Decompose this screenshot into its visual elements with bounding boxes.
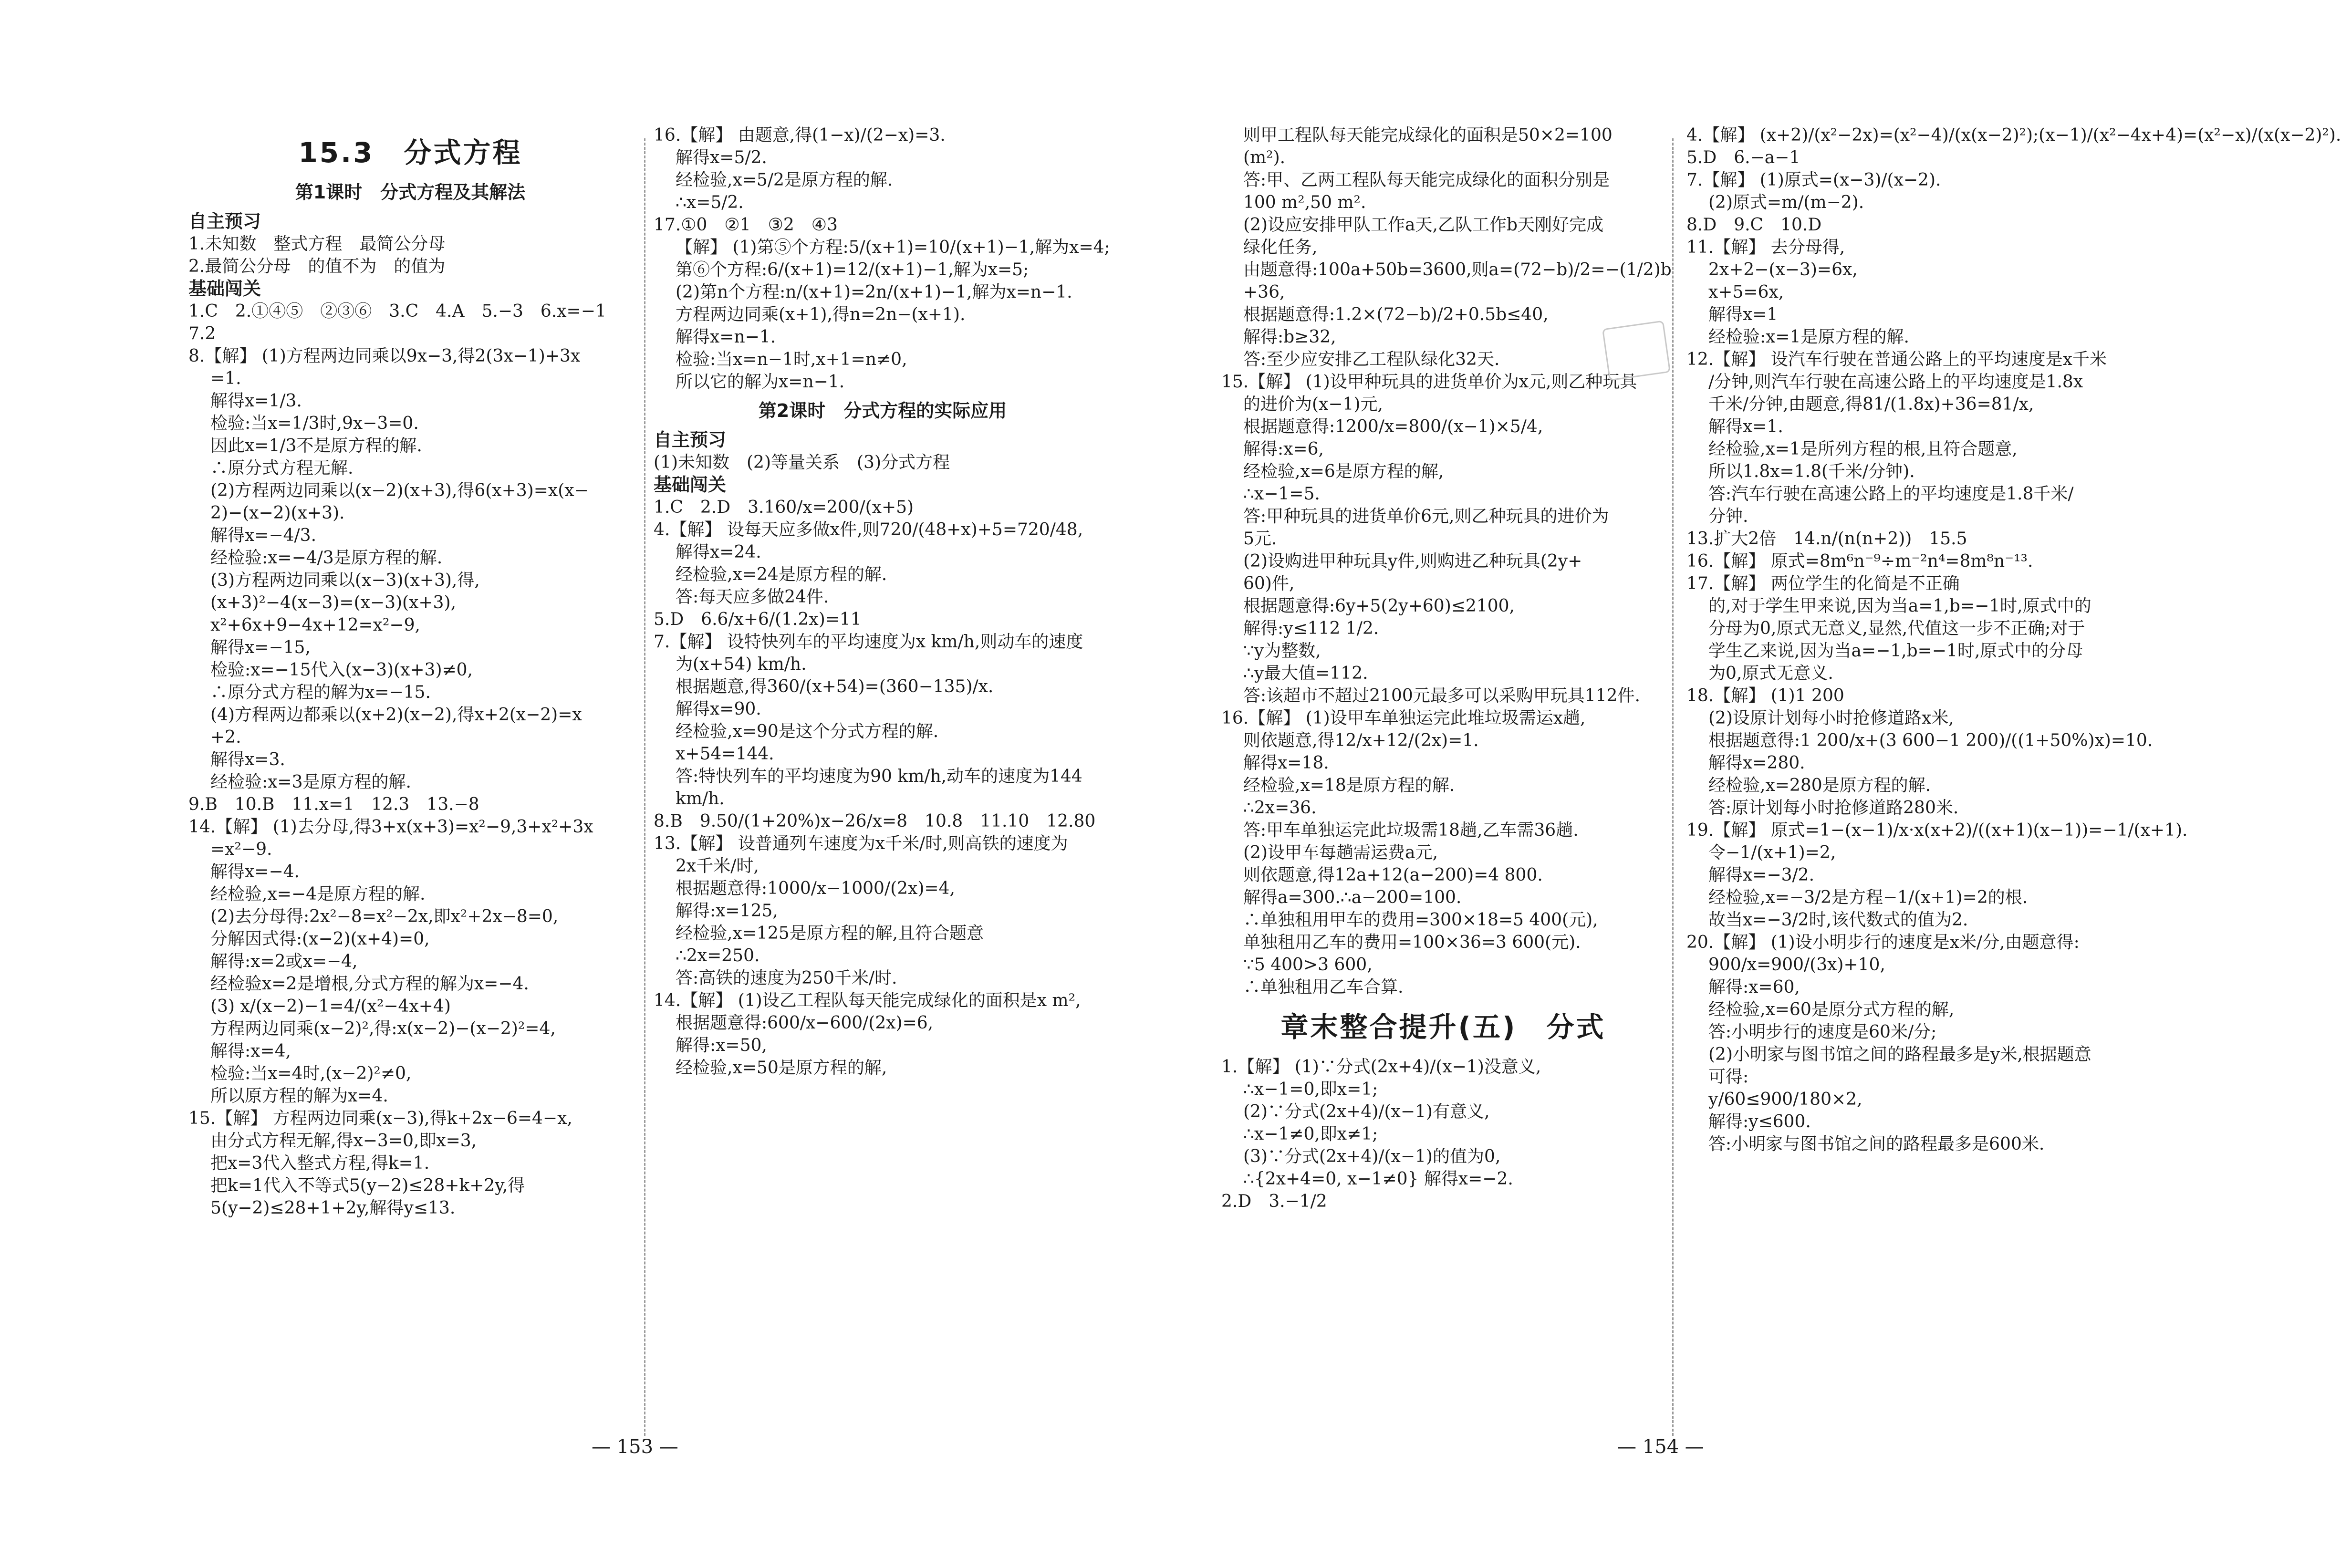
answer-line: 5.D 6.−a−1: [1686, 148, 1800, 167]
answer-line: 解得x=5/2.: [676, 148, 767, 167]
answer-line: 解得x=90.: [676, 699, 761, 719]
answer-line: 经检验,x=18是原方程的解.: [1243, 776, 1455, 795]
answer-line: 根据题意得:1200/x=800/(x−1)×5/4,: [1243, 417, 1543, 436]
answer-line: 答:甲、乙两工程队每天能完成绿化的面积分别是: [1243, 170, 1610, 190]
answer-line: 答:甲种玩具的进货单价6元,则乙种玩具的进价为: [1243, 507, 1609, 526]
answer-line: (2)小明家与图书馆之间的路程最多是y米,根据题意: [1708, 1045, 2091, 1064]
answer-line: 16.【解】 由题意,得(1−x)/(2−x)=3.: [654, 125, 946, 145]
answer-line: 经检验,x=5/2是原方程的解.: [676, 170, 893, 190]
answer-line: 17.【解】 两位学生的化简是不正确: [1686, 574, 1960, 593]
answer-line: 解得x=−4.: [210, 862, 300, 882]
answer-line: 1.未知数 整式方程 最简公分母: [188, 234, 446, 254]
answer-line: ∴2x=250.: [676, 946, 760, 966]
section-title: 第2课时 分式方程的实际应用: [758, 400, 1007, 421]
answer-line: 8.【解】 (1)方程两边同乘以9x−3,得2(3x−1)+3x: [188, 346, 581, 366]
answer-line: 4.【解】 设每天应多做x件,则720/(48+x)+5=720/48,: [654, 520, 1083, 540]
answer-line: 答:汽车行驶在高速公路上的平均速度是1.8千米/: [1708, 484, 2074, 504]
answer-line: (m²).: [1243, 148, 1286, 167]
answer-line: 1.【解】 (1)∵分式(2x+4)/(x−1)没意义,: [1221, 1057, 1541, 1077]
answer-line: 5元.: [1243, 529, 1277, 549]
answer-line: 答:高铁的速度为250千米/时.: [676, 968, 897, 988]
answer-line: 1.C 2.D 3.160/x=200/(x+5): [654, 498, 914, 517]
answer-line: (4)方程两边都乘以(x+2)(x−2),得x+2(x−2)=x: [210, 705, 582, 725]
answer-line: 为(x+54) km/h.: [676, 654, 807, 674]
answer-line: 11.【解】 去分母得,: [1686, 238, 1845, 257]
column-divider-right: [1672, 138, 1674, 1436]
answer-line: 答:该超市不超过2100元最多可以采购甲玩具112件.: [1243, 686, 1640, 706]
answer-line: 2.最简公分母 的值不为 的值为: [188, 257, 446, 276]
answer-line: 答:至少应安排乙工程队绿化32天.: [1243, 350, 1500, 369]
answer-line: 100 m²,50 m².: [1243, 193, 1366, 212]
answer-line: 答:甲车单独运完此垃圾需18趟,乙车需36趟.: [1243, 820, 1579, 840]
answer-line: 经检验,x=6是原方程的解,: [1243, 462, 1444, 481]
answer-line: 经检验,x=−3/2是方程−1/(x+1)=2的根.: [1708, 888, 2028, 907]
section-heading: 基础闯关: [654, 474, 727, 495]
answer-line: 答:特快列车的平均速度为90 km/h,动车的速度为144: [676, 767, 1082, 786]
answer-line: 的,对于学生甲来说,因为当a=1,b=−1时,原式中的: [1708, 596, 2091, 616]
answer-line: 检验:当x=n−1时,x+1=n≠0,: [676, 350, 907, 369]
answer-line: 检验:x=−15代入(x−3)(x+3)≠0,: [210, 660, 473, 680]
answer-line: 根据题意得:1 200/x+(3 600−1 200)/((1+50%)x)=10.: [1708, 731, 2153, 750]
answer-line: 1.C 2.①④⑤ ②③⑥ 3.C 4.A 5.−3 6.x=−1: [188, 301, 606, 321]
answer-line: 千米/分钟,由题意,得81/(1.8x)+36=81/x,: [1708, 395, 2034, 414]
answer-line: 令−1/(x+1)=2,: [1708, 843, 1836, 862]
answer-line: 由题意得:100a+50b=3600,则a=(72−b)/2=−(1/2)b: [1243, 260, 1672, 280]
answer-line: 可得:: [1708, 1067, 1749, 1087]
answer-line: 所以1.8x=1.8(千米/分钟).: [1708, 462, 1915, 481]
answer-line: ∴x=5/2.: [676, 193, 744, 212]
answer-line: 2.D 3.−1/2: [1221, 1192, 1327, 1211]
answer-line: (2)设甲车每趟需运费a元,: [1243, 843, 1438, 862]
answer-line: ∴原分式方程的解为x=−15.: [210, 683, 431, 702]
answer-line: 5(y−2)≤28+1+2y,解得y≤13.: [210, 1198, 456, 1218]
answer-line: 解得x=280.: [1708, 753, 1805, 773]
answer-line: ∴2x=36.: [1243, 798, 1317, 818]
answer-line: 7.2: [188, 324, 216, 343]
answer-line: (x+3)²−4(x−3)=(x−3)(x+3),: [210, 593, 456, 613]
answer-line: 分钟.: [1708, 507, 1748, 526]
answer-line: 2)−(x−2)(x+3).: [210, 503, 345, 523]
answer-line: (2)∵分式(2x+4)/(x−1)有意义,: [1243, 1102, 1490, 1121]
answer-line: 因此x=1/3不是原方程的解.: [210, 436, 422, 456]
answer-line: 解得:y≤600.: [1708, 1112, 1811, 1132]
answer-line: 解得x=n−1.: [676, 327, 776, 347]
answer-line: +36,: [1243, 282, 1285, 302]
answer-line: 答:原计划每小时抢修道路280米.: [1708, 798, 1959, 818]
answer-line: (2)设原计划每小时抢修道路x米,: [1708, 708, 1954, 728]
answer-line: ∵5 400>3 600,: [1243, 955, 1373, 975]
answer-line: 解得:b≥32,: [1243, 327, 1336, 347]
answer-line: 20.【解】 (1)设小明步行的速度是x米/分,由题意得:: [1686, 933, 2080, 952]
answer-line: 解得:x=4,: [210, 1041, 291, 1061]
answer-line: 根据题意得:1000/x−1000/(2x)=4,: [676, 879, 955, 898]
answer-line: ∴原分式方程无解.: [210, 458, 354, 478]
answer-line: 所以原方程的解为x=4.: [210, 1086, 388, 1106]
answer-line: ∵y为整数,: [1243, 641, 1321, 661]
answer-line: 经检验,x=60是原分式方程的解,: [1708, 1000, 1955, 1019]
column-divider-left: [644, 138, 645, 1436]
answer-line: 把k=1代入不等式5(y−2)≤28+k+2y,得: [210, 1176, 525, 1195]
answer-line: 7.【解】 设特快列车的平均速度为x km/h,则动车的速度: [654, 632, 1083, 652]
column-3: [1221, 124, 1672, 1213]
answer-line: 检验:当x=1/3时,9x−3=0.: [210, 414, 419, 433]
answer-line: 解得:x=60,: [1708, 977, 1800, 997]
answer-line: (2)去分母得:2x²−8=x²−2x,即x²+2x−8=0,: [210, 907, 559, 926]
answer-line: 2x千米/时,: [676, 856, 759, 876]
answer-line: (3)方程两边同乘以(x−3)(x+3),得,: [210, 571, 480, 590]
answer-line: ∴y最大值=112.: [1243, 664, 1368, 683]
answer-line: 根据题意得:6y+5(2y+60)≤2100,: [1243, 596, 1515, 616]
answer-line: 解得:x=2或x=−4,: [210, 952, 358, 971]
answer-line: +2.: [210, 727, 241, 747]
answer-line: 900/x=900/(3x)+10,: [1708, 955, 1885, 975]
answer-line: 方程两边同乘(x−2)²,得:x(x−2)−(x−2)²=4,: [210, 1019, 556, 1038]
answer-line: (2)设应安排甲队工作a天,乙队工作b天刚好完成: [1243, 215, 1603, 235]
answer-line: 则依题意,得12/x+12/(2x)=1.: [1243, 731, 1479, 750]
answer-line: (2)方程两边同乘以(x−2)(x+3),得6(x+3)=x(x−: [210, 481, 589, 500]
answer-line: ∴单独租用乙车合算.: [1243, 977, 1404, 997]
answer-line: 解得x=3.: [210, 750, 285, 769]
answer-line: 13.扩大2倍 14.n/(n(n+2)) 15.5: [1686, 529, 1967, 549]
answer-line: 单独租用乙车的费用=100×36=3 600(元).: [1243, 933, 1581, 952]
answer-line: 解得x=1.: [1708, 417, 1783, 436]
answer-line: 经检验:x=3是原方程的解.: [210, 772, 411, 792]
answer-line: 13.【解】 设普通列车速度为x千米/时,则高铁的速度为: [654, 834, 1068, 853]
answer-line: 16.【解】 原式=8m⁶n⁻⁹÷m⁻²n⁴=8m⁸n⁻¹³.: [1686, 551, 2033, 571]
answer-line: 解得:y≤112 1/2.: [1243, 619, 1379, 638]
answer-line: x+5=6x,: [1708, 282, 1784, 302]
answer-line: 解得x=18.: [1243, 753, 1329, 773]
answer-line: 为0,原式无意义.: [1708, 664, 1833, 683]
answer-line: 学生乙来说,因为当a=−1,b=−1时,原式中的分母: [1708, 641, 2083, 661]
answer-line: y/60≤900/180×2,: [1708, 1090, 1862, 1109]
answer-line: x²+6x+9−4x+12=x²−9,: [210, 615, 420, 635]
answer-line: 所以它的解为x=n−1.: [676, 372, 845, 392]
answer-line: 答:小明家与图书馆之间的路程最多是600米.: [1708, 1134, 2045, 1154]
answer-line: 解得x=−15,: [210, 638, 311, 657]
answer-line: 答:每天应多做24件.: [676, 587, 829, 607]
answer-line: 经检验,x=125是原方程的解,且符合题意: [676, 924, 984, 943]
answer-line: 解得x=−4/3.: [210, 526, 317, 545]
answer-line: 18.【解】 (1)1 200: [1686, 686, 1844, 706]
answer-line: 解得x=−3/2.: [1708, 865, 1815, 885]
section-heading: 基础闯关: [188, 278, 261, 299]
section-title: 15.3 分式方程: [298, 136, 522, 169]
answer-line: 根据题意得:600/x−600/(2x)=6,: [676, 1013, 934, 1033]
page-number-right: — 154 —: [1617, 1436, 1704, 1458]
answer-line: 检验:当x=4时,(x−2)²≠0,: [210, 1064, 412, 1083]
answer-line: /分钟,则汽车行驶在高速公路上的平均速度是1.8x: [1708, 372, 2083, 392]
answer-line: 经检验,x=50是原方程的解,: [676, 1058, 887, 1078]
answer-line: 60)件,: [1243, 574, 1295, 593]
answer-line: 答:小明步行的速度是60米/分;: [1708, 1022, 1937, 1042]
answer-line: 15.【解】 (1)设甲种玩具的进货单价为x元,则乙种玩具: [1221, 372, 1637, 392]
section-title: 章末整合提升(五) 分式: [1280, 1011, 1606, 1043]
answer-line: 解得x=1/3.: [210, 391, 302, 411]
answer-line: (2)第n个方程:n/(x+1)=2n/(x+1)−1,解为x=n−1.: [676, 282, 1072, 302]
answer-line: (2)原式=m/(m−2).: [1708, 193, 1864, 212]
answer-line: 绿化任务,: [1243, 238, 1318, 257]
answer-line: 根据题意,得360/(x+54)=(360−135)/x.: [676, 677, 994, 696]
answer-line: 8.B 9.50/(1+20%)x−26/x=8 10.8 11.10 12.80: [654, 811, 1096, 831]
answer-line: 解得:x=125,: [676, 901, 778, 921]
answer-line: 经检验,x=1是所列方程的根,且符合题意,: [1708, 439, 2018, 459]
answer-line: 5.D 6.6/x+6/(1.2x)=11: [654, 610, 862, 629]
column-1: [188, 124, 632, 1219]
answer-line: ∴x−1≠0,即x≠1;: [1243, 1124, 1378, 1144]
answer-line: 由分式方程无解,得x−3=0,即x=3,: [210, 1131, 477, 1151]
answer-line: 8.D 9.C 10.D: [1686, 215, 1822, 235]
answer-line: 第⑥个方程:6/(x+1)=12/(x+1)−1,解为x=5;: [676, 260, 1029, 280]
answer-line: 分解因式得:(x−2)(x+4)=0,: [210, 929, 430, 949]
answer-line: 解得:x=50,: [676, 1036, 767, 1055]
column-4: [1686, 124, 2341, 1155]
answer-line: 解得:x=6,: [1243, 439, 1324, 459]
answer-line: 经检验,x=280是原方程的解.: [1708, 776, 1931, 795]
answer-line: x+54=144.: [676, 744, 774, 764]
answer-line: 分母为0,原式无意义,显然,代值这一步不正确;对于: [1708, 619, 2085, 638]
answer-line: 根据题意得:1.2×(72−b)/2+0.5b≤40,: [1243, 305, 1549, 324]
answer-line: 4.【解】 (x+2)/(x²−2x)=(x²−4)/(x(x−2)²);(x−1)/(x²−4x+4)=(x²−x)/(x(x−2)²).: [1686, 125, 2341, 145]
answer-line: 解得x=24.: [676, 542, 761, 562]
answer-line: 12.【解】 设汽车行驶在普通公路上的平均速度是x千米: [1686, 350, 2107, 369]
answer-line: 解得a=300.∴a−200=100.: [1243, 888, 1462, 907]
answer-line: =1.: [210, 369, 241, 388]
answer-line: ∴x−1=5.: [1243, 484, 1320, 504]
answer-line: 经检验:x=1是原方程的解.: [1708, 327, 1909, 347]
answer-line: (2)设购进甲种玩具y件,则购进乙种玩具(2y+: [1243, 551, 1582, 571]
answer-line: ∴单独租用甲车的费用=300×18=5 400(元),: [1243, 910, 1598, 930]
answer-line: 【解】 (1)第⑤个方程:5/(x+1)=10/(x+1)−1,解为x=4;: [676, 238, 1110, 257]
answer-line: (3) x/(x−2)−1=4/(x²−4x+4): [210, 997, 451, 1016]
answer-line: 方程两边同乘(x+1),得n=2n−(x+1).: [676, 305, 966, 324]
answer-line: ∴{2x+4=0, x−1≠0} 解得x=−2.: [1243, 1169, 1513, 1189]
answer-line: 16.【解】 (1)设甲车单独运完此堆垃圾需运x趟,: [1221, 708, 1586, 728]
answer-line: 故当x=−3/2时,该代数式的值为2.: [1708, 910, 1968, 930]
answer-line: 经检验x=2是增根,分式方程的解为x=−4.: [210, 974, 529, 994]
answer-line: 2x+2−(x−3)=6x,: [1708, 260, 1858, 280]
section-title: 第1课时 分式方程及其解法: [295, 182, 526, 203]
answer-line: 把x=3代入整式方程,得k=1.: [210, 1153, 430, 1173]
answer-line: ∴x−1=0,即x=1;: [1243, 1080, 1378, 1099]
answer-line: 9.B 10.B 11.x=1 12.3 13.−8: [188, 795, 479, 814]
answer-line: =x²−9.: [210, 840, 272, 859]
answer-line: (1)未知数 (2)等量关系 (3)分式方程: [654, 453, 950, 472]
answer-line: 经检验:x=−4/3是原方程的解.: [210, 548, 443, 568]
section-heading: 自主预习: [188, 211, 261, 232]
answer-line: 解得x=1: [1708, 305, 1778, 324]
answer-line: 15.【解】 方程两边同乘(x−3),得k+2x−6=4−x,: [188, 1109, 572, 1128]
answer-line: 14.【解】 (1)设乙工程队每天能完成绿化的面积是x m²,: [654, 991, 1081, 1010]
column-2: [654, 124, 1112, 1079]
answer-line: 14.【解】 (1)去分母,得3+x(x+3)=x²−9,3+x²+3x: [188, 817, 593, 837]
page-number-left: — 153 —: [592, 1436, 678, 1458]
answer-line: 17.①0 ②1 ③2 ④3: [654, 215, 838, 235]
answer-line: 则甲工程队每天能完成绿化的面积是50×2=100: [1243, 125, 1613, 145]
section-heading: 自主预习: [654, 429, 727, 450]
answer-line: 经检验,x=90是这个分式方程的解.: [676, 722, 939, 741]
stamp-logo: [1602, 320, 1671, 381]
answer-line: 经检验,x=24是原方程的解.: [676, 565, 887, 584]
answer-line: 则依题意,得12a+12(a−200)=4 800.: [1243, 865, 1543, 885]
answer-line: (3)∵分式(2x+4)/(x−1)的值为0,: [1243, 1147, 1501, 1166]
answer-line: 经检验,x=−4是原方程的解.: [210, 884, 426, 904]
answer-line: 19.【解】 原式=1−(x−1)/x·x(x+2)/((x+1)(x−1))=−1/(x+1).: [1686, 820, 2188, 840]
answer-line: 7.【解】 (1)原式=(x−3)/(x−2).: [1686, 170, 1941, 190]
answer-line: km/h.: [676, 789, 725, 809]
answer-line: 的进价为(x−1)元,: [1243, 395, 1383, 414]
